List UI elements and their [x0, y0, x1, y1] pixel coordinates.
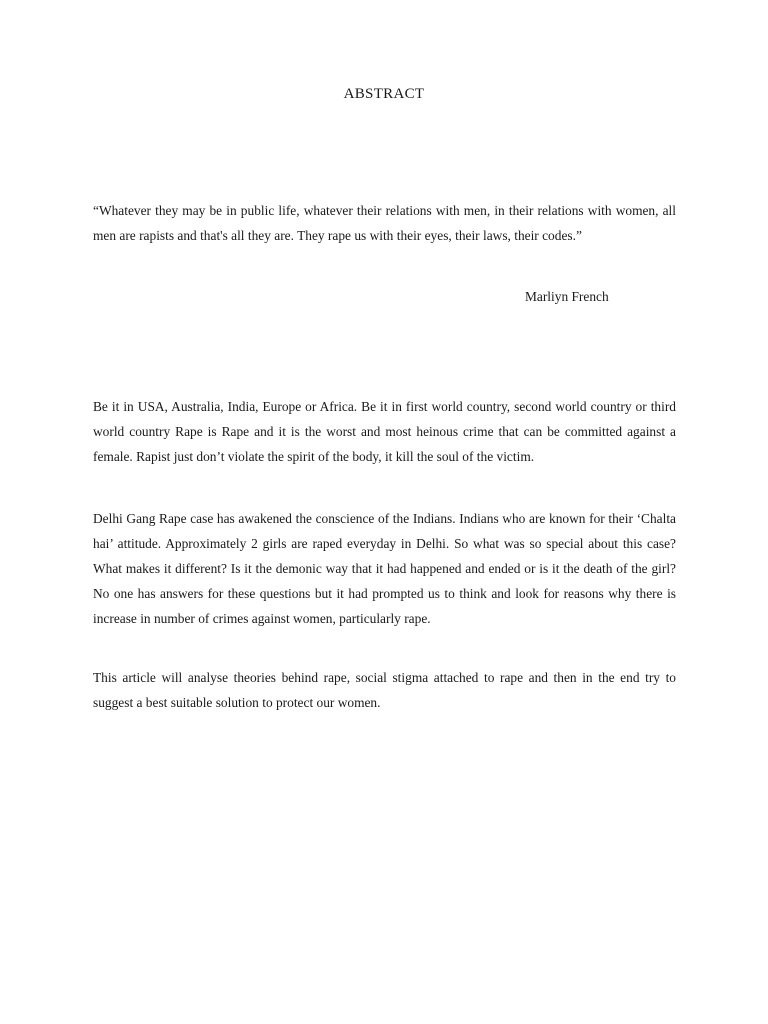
- quote-attribution: Marliyn French: [525, 289, 609, 304]
- epigraph-quote: “Whatever they may be in public life, whatever their relations with men, in their relations with women, all men are rapists and that's all they are. They rape us with their eyes, their laws, their codes.”: [93, 203, 676, 243]
- body-paragraph-1: Be it in USA, Australia, India, Europe or Africa. Be it in first world country, second world country or third world country Rape is Rape and it is the worst and most heinous crime that can be committed against a female. Rapist just don’t violate the spirit of the body, it kill the soul of the victim.: [93, 399, 676, 464]
- body-paragraph-2: Delhi Gang Rape case has awakened the conscience of the Indians. Indians who are known for their ‘Chalta hai’ attitude. Approximately 2 girls are raped everyday in Delhi. So what was so special about this case? What makes it different? Is it the demonic way that it had happened and ended or is it the death of the girl? No one has answers for these questions but it had prompted us to think and look for reasons why there is increase in number of crimes against women, particularly rape.: [93, 511, 676, 626]
- page-title: ABSTRACT: [343, 86, 425, 102]
- body-paragraph-3: This article will analyse theories behind rape, social stigma attached to rape and then in the end try to suggest a best suitable solution to protect our women.: [93, 670, 676, 710]
